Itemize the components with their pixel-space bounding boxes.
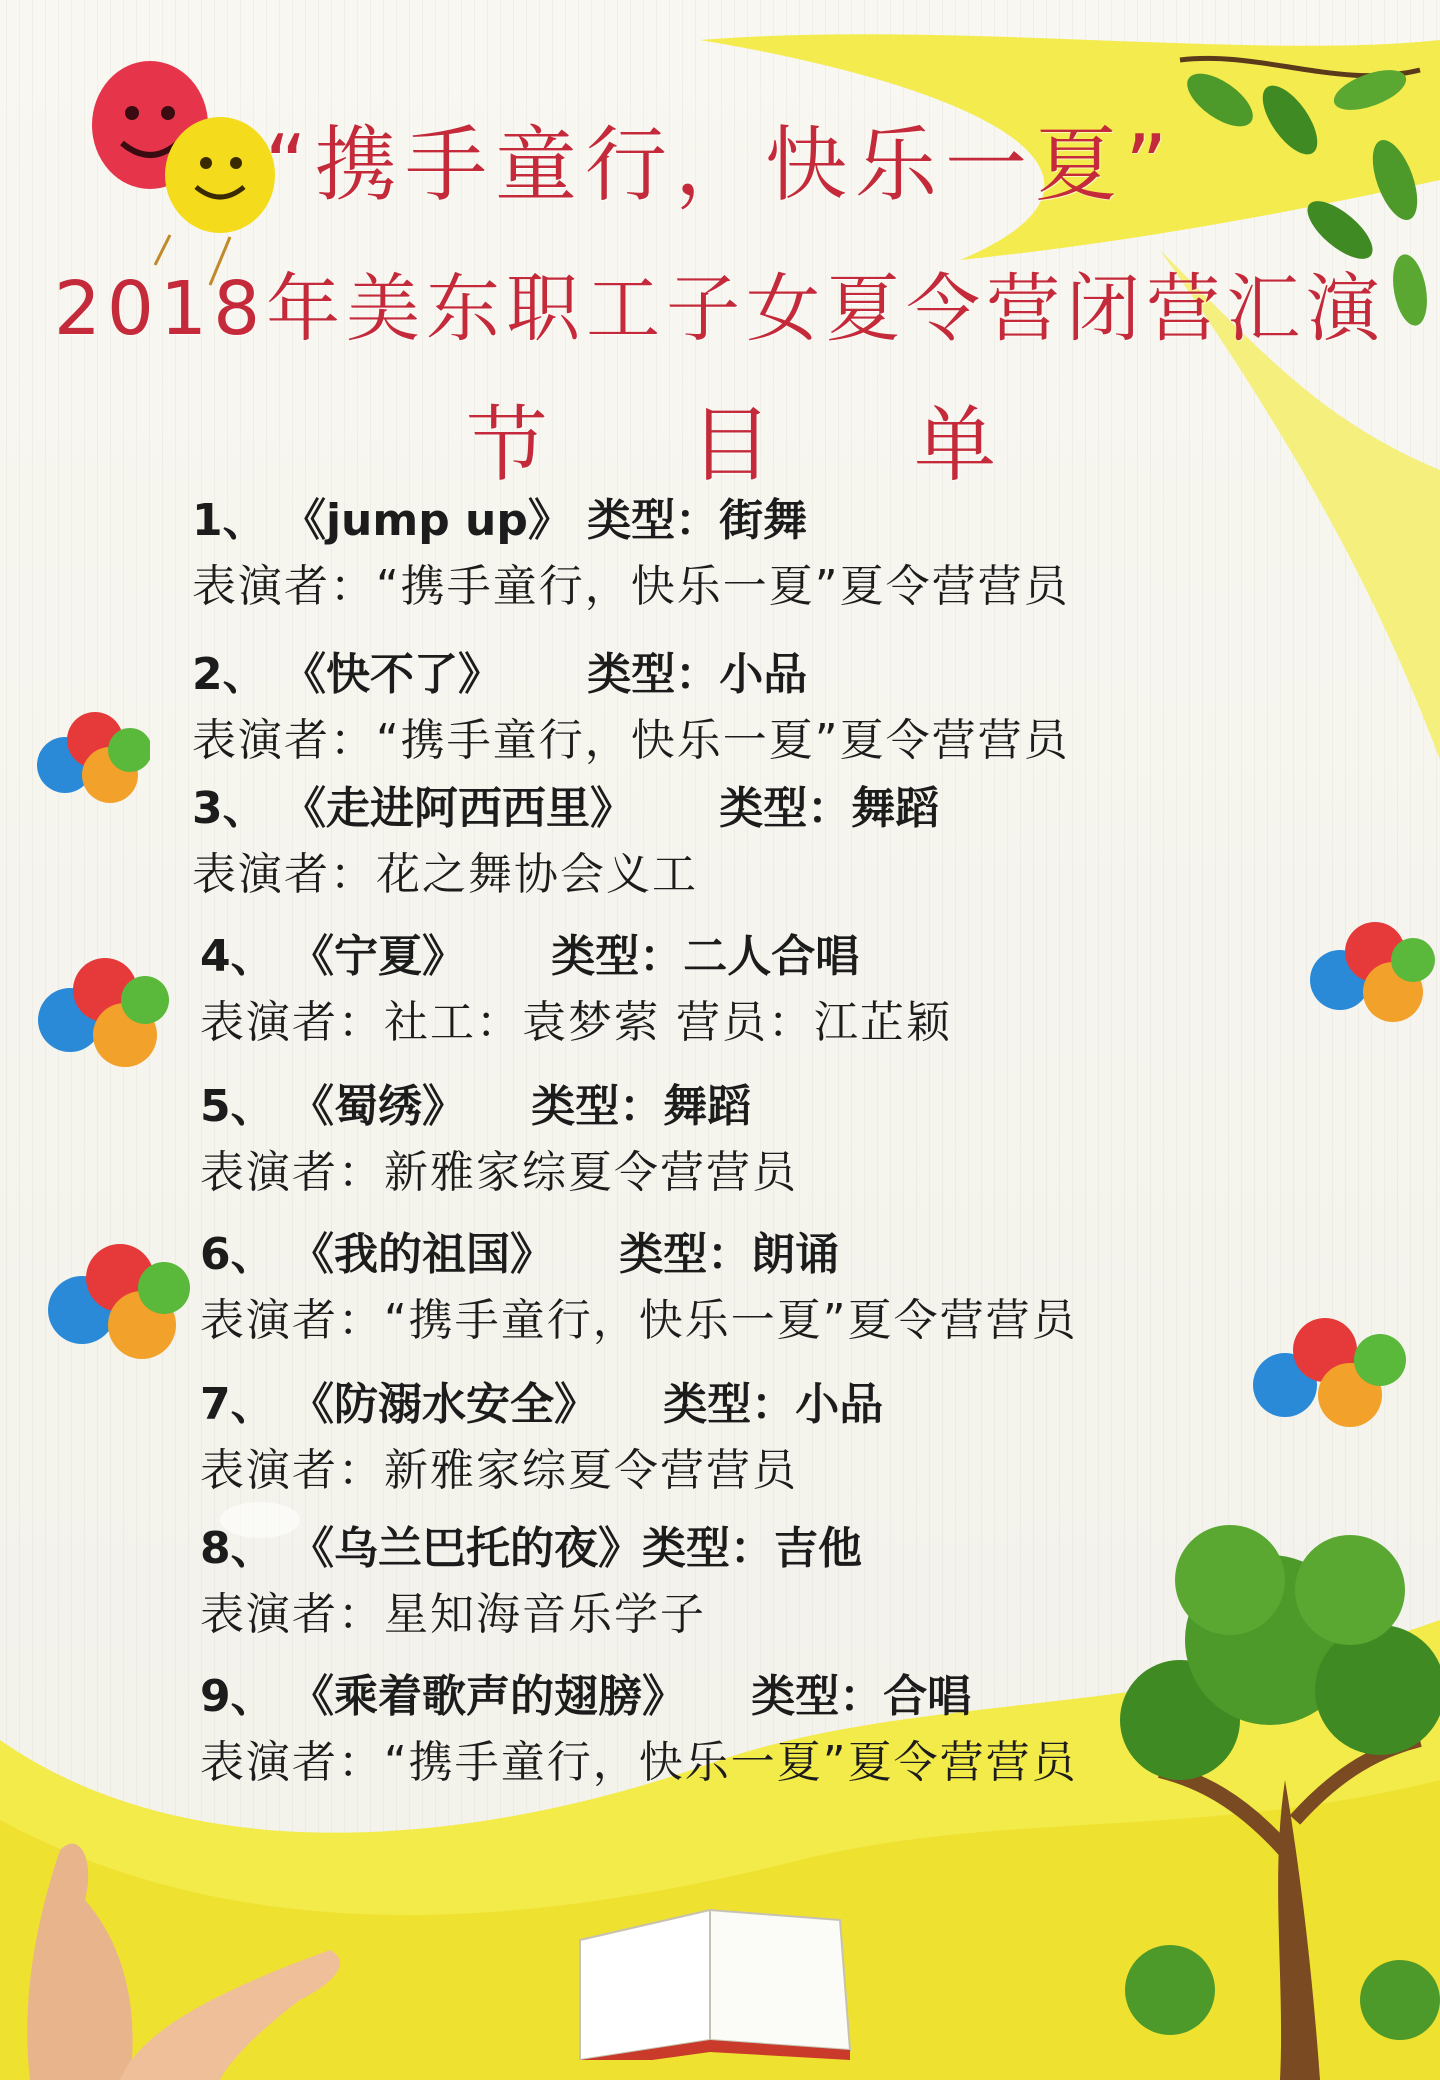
open-book-icon	[560, 1860, 860, 2060]
program-type: 类型：朗诵	[619, 1229, 840, 1280]
program-name: 《蜀绣》	[289, 1081, 466, 1132]
program-name: 《宁夏》	[289, 931, 466, 982]
program-entry-4	[200, 924, 952, 1056]
program-name: 《乘着歌声的翅膀》	[289, 1671, 686, 1722]
tree-icon	[1110, 1520, 1440, 2080]
program-performer: 表演者：新雅家综夏令营营员	[200, 1147, 798, 1198]
program-entry-3	[192, 776, 939, 908]
program-performer: 表演者：“携手童行，快乐一夏”夏令营营员	[200, 1737, 1078, 1788]
program-performer: 表演者：“携手童行，快乐一夏”夏令营营员	[192, 561, 1070, 612]
program-entry-2	[192, 642, 1070, 774]
program-entry-1	[192, 488, 1070, 620]
program-performer: 表演者：“携手童行，快乐一夏”夏令营营员	[192, 715, 1070, 766]
program-list-title: 节 目 单	[465, 398, 1055, 493]
program-number: 2、	[192, 649, 267, 700]
balloon-cluster-icon	[30, 700, 150, 830]
program-entry-5	[200, 1074, 798, 1206]
program-name: 《我的祖国》	[289, 1229, 554, 1280]
balloon-cluster-icon	[1305, 910, 1435, 1050]
program-type: 类型：小品	[587, 649, 808, 700]
program-name: 《jump up》	[281, 495, 572, 546]
program-number: 5、	[200, 1081, 275, 1132]
program-number: 3、	[192, 783, 267, 834]
balloon-cluster-icon	[40, 1230, 190, 1390]
program-entry-7	[200, 1372, 883, 1504]
program-type: 类型：舞蹈	[531, 1081, 752, 1132]
program-type: 类型：舞蹈	[719, 783, 940, 834]
program-performer: 表演者：新雅家综夏令营营员	[200, 1445, 798, 1496]
program-name: 《乌兰巴托的夜》	[289, 1523, 642, 1574]
program-entry-8	[200, 1516, 862, 1648]
program-number: 6、	[200, 1229, 275, 1280]
program-performer: 表演者：花之舞协会义工	[192, 849, 698, 900]
program-number: 4、	[200, 931, 275, 982]
program-name: 《防溺水安全》	[289, 1379, 598, 1430]
program-name: 《快不了》	[281, 649, 502, 700]
program-performer: 表演者：“携手童行，快乐一夏”夏令营营员	[200, 1295, 1078, 1346]
program-type: 类型：街舞	[587, 495, 808, 546]
program-performer: 表演者：星知海音乐学子	[200, 1589, 706, 1640]
event-title: 2018年美东职工子女夏令营闭营汇演	[53, 266, 1387, 352]
program-entry-6	[200, 1222, 1078, 1354]
program-number: 7、	[200, 1379, 275, 1430]
program-type: 类型：吉他	[641, 1523, 862, 1574]
balloon-cluster-icon	[1245, 1305, 1415, 1455]
program-performer: 表演者：社工：袁梦萦 营员：江芷颖	[200, 997, 952, 1048]
slogan-heading: “携手童行，快乐一夏”	[264, 118, 1176, 213]
program-name: 《走进阿西西里》	[281, 783, 634, 834]
program-number: 1、	[192, 495, 267, 546]
program-number: 8、	[200, 1523, 275, 1574]
program-number: 9、	[200, 1671, 275, 1722]
program-entry-9	[200, 1664, 1078, 1796]
program-type: 类型：小品	[663, 1379, 884, 1430]
balloon-cluster-icon	[30, 945, 170, 1095]
program-type: 类型：合唱	[751, 1671, 972, 1722]
program-type: 类型：二人合唱	[551, 931, 860, 982]
